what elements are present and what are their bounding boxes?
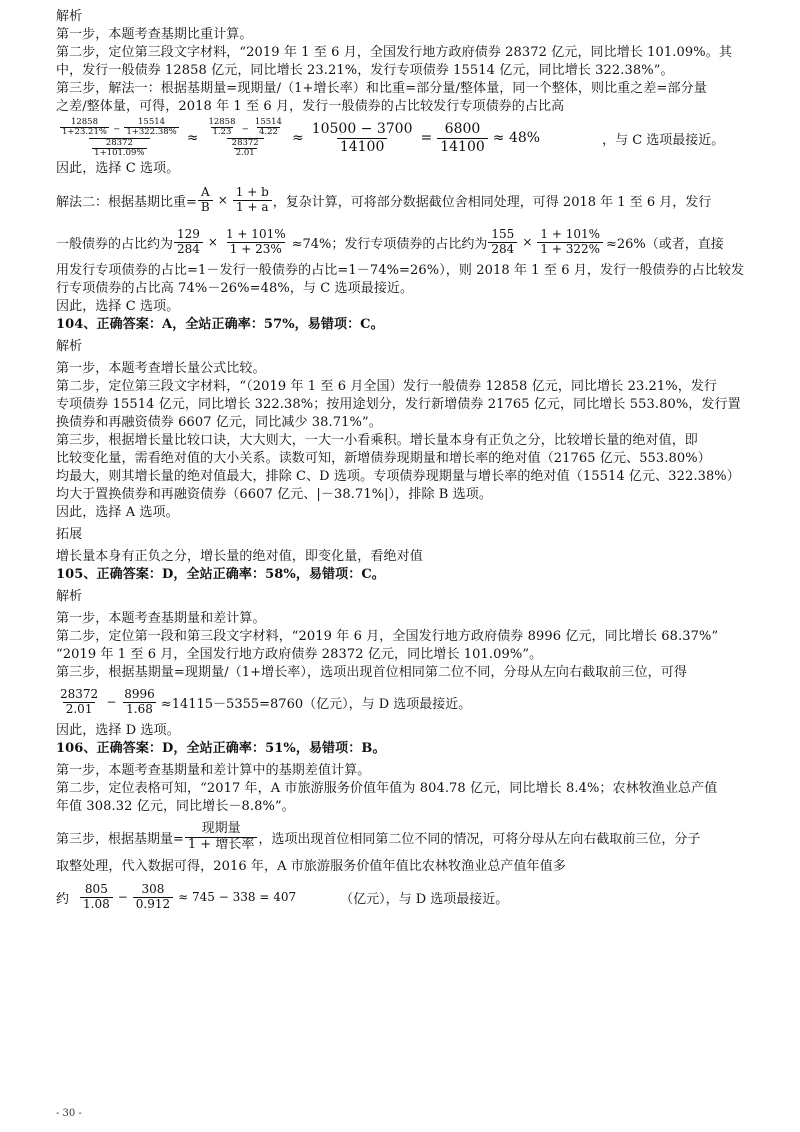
formula-row-1 (56, 116, 746, 160)
approx-word: 约 (56, 891, 70, 907)
step-2-line-2: 年值 308.32 亿元，同比增长－8.8%”。 (56, 799, 295, 814)
fraction-129-284 (174, 228, 203, 257)
fraction-growth-1 (223, 228, 289, 257)
method-2-line-2 (56, 222, 746, 262)
minus-sign: − (113, 124, 121, 135)
method-2-lead: 解法二：根据基期比重= (56, 194, 197, 210)
fraction-denominator: 1.08 (80, 897, 113, 912)
formula-tail-text: （亿元），与 D 选项最接近。 (340, 891, 509, 907)
fraction-numerator: 12858 (70, 116, 98, 127)
answer-heading-104: 104、正确答案：A，全站正确率：57%，易错项：C。 (56, 317, 384, 332)
fraction-numerator: 12858 (208, 116, 236, 127)
fraction-b-a (233, 186, 272, 215)
section-heading: 解析 (56, 339, 83, 354)
step-2-line-2: 中，发行一般债券 12858 亿元，同比增长 23.21%，发行专项债券 15514 亿元，同比增长 322.38%”。 (56, 63, 674, 78)
fraction-denominator: 284 (174, 242, 203, 257)
fraction-numerator: 现期量 (201, 820, 241, 836)
fraction-denominator: 1 + 322% (537, 242, 603, 257)
method-2-line-4: 行专项债券的占比高 74%－26%=48%，与 C 选项最接近。 (56, 281, 414, 296)
fraction-denominator: 1+322.38% (126, 127, 177, 138)
step-3-formula-line (56, 816, 746, 858)
fraction-denominator: 1 + 23% (227, 242, 285, 257)
fraction-numerator: 28372 (60, 686, 99, 701)
formula-result: ≈14115－5355=8760（亿元），与 D 选项最接近。 (160, 696, 472, 712)
equals-sign: = (420, 130, 433, 146)
fraction-3 (309, 121, 416, 154)
fraction-805 (80, 883, 113, 912)
fraction-numerator: A (200, 184, 210, 199)
fraction-denominator: 1+23.21% (62, 127, 107, 138)
step-3-lead: 第三步，根据基期量= (56, 831, 184, 847)
fraction-denominator: B (198, 200, 213, 215)
fraction-denominator: 1 + a (233, 200, 271, 215)
fraction-4 (437, 121, 488, 154)
formula-result: ≈ 745 − 338 = 407 (178, 890, 297, 904)
step-3-line-1: 第三步，解法一：根据基期量=现期量/（1+增长率）和比重=部分量/整体量，同一个整体，则比重之差=部分量 (56, 81, 707, 96)
document-page (56, 8, 746, 918)
fraction-numerator: 1 + 101% (540, 226, 600, 241)
step-2-line-1: 第二步，定位第一段和第三段文字材料，“2019 年 6 月，全国发行地方政府债券 8996 亿元，同比增长 68.37%” (56, 629, 719, 644)
fraction-denominator: 1+101.09% (94, 147, 145, 158)
step-2-line-3: 换债券和再融资债券 6607 亿元，同比减少 38.71%”。 (56, 415, 382, 430)
fraction-numerator: 308 (141, 881, 165, 896)
compound-fraction-2 (203, 118, 287, 158)
fraction-308 (133, 883, 173, 912)
fraction-numerator: 10500 − 3700 (311, 121, 413, 138)
fraction-numerator: 28372 (105, 137, 133, 148)
fraction-denominator: 1.23 (212, 127, 232, 138)
times-sign: × (217, 193, 228, 207)
step-1: 第一步，本题考查基期量和差计算中的基期差值计算。 (56, 763, 371, 778)
extension-heading: 拓展 (56, 527, 83, 542)
conclusion: 因此，选择 A 选项。 (56, 505, 179, 520)
step-2-line-1: 第二步，定位表格可知，“2017 年，A 市旅游服务价值年值为 804.78 亿元，同比增长 8.4%；农林牧渔业总产值 (56, 781, 718, 796)
times-sign: × (207, 235, 218, 249)
conclusion-2: 因此，选择 C 选项。 (56, 299, 180, 314)
fraction-denominator: 1.68 (123, 702, 156, 717)
fraction-denominator: 4.22 (258, 127, 278, 138)
conclusion: 因此，选择 D 选项。 (56, 723, 180, 738)
answer-heading-106: 106、正确答案：D，全站正确率：51%，易错项：B。 (56, 741, 386, 756)
method-2-text: ≈74%；发行专项债券的占比约为 (291, 236, 488, 252)
compound-fraction-1 (57, 118, 182, 158)
approx-sign: ≈ (291, 130, 304, 146)
step-1: 第一步，本题考查基期量和差计算。 (56, 611, 266, 626)
fraction-base-period (185, 822, 257, 853)
fraction-28372 (57, 688, 101, 717)
step-3-line-2: 之差/整体量，可得，2018 年 1 至 6 月，发行一般债券的占比较发行专项债券的占比高 (56, 99, 565, 114)
minus-sign: − (117, 890, 128, 904)
fraction-numerator: 129 (177, 226, 200, 241)
formula-row-106 (56, 876, 746, 918)
method-2-text: ≈26%（或者，直接 (606, 236, 724, 252)
fraction-numerator: 8996 (124, 686, 155, 701)
method-2-line-1 (56, 178, 746, 222)
fraction-denominator: 2.01 (63, 702, 96, 717)
minus-sign: − (241, 124, 249, 135)
step-2-line-2: “2019 年 1 至 6 月，全国发行地方政府债券 28372 亿元，同比增长 101.09%”。 (56, 647, 543, 662)
fraction-a-b (198, 186, 213, 215)
approx-sign: ≈ (186, 130, 199, 146)
section-heading: 解析 (56, 9, 83, 24)
method-2-text: ，复杂计算，可将部分数据截位舍相同处理，可得 2018 年 1 至 6 月，发行 (272, 194, 712, 210)
fraction-denominator: 14100 (337, 138, 388, 155)
fraction-numerator: 6800 (444, 121, 481, 138)
step-3-line-4: 均大于置换债券和再融资债券（6607 亿元、|－38.71%|），排除 B 选项。 (56, 487, 492, 502)
fraction-155-284 (488, 228, 517, 257)
fraction-numerator: 155 (491, 226, 515, 241)
step-3-text: ，选项出现首位相同第二位不同的情况，可将分母从左向右截取前三位，分子 (258, 831, 701, 847)
fraction-numerator: 1 + b (235, 184, 269, 199)
times-sign: × (522, 235, 533, 249)
fraction-numerator: 15514 (254, 116, 282, 127)
fraction-denominator: 14100 (437, 138, 488, 155)
answer-heading-105: 105、正确答案：D，全站正确率：58%，易错项：C。 (56, 567, 385, 582)
step-2-line-2: 专项债券 15514 亿元，同比增长 322.38%；按用途划分，发行新增债券 21765 亿元，同比增长 553.80%，发行置 (56, 397, 741, 412)
fraction-denominator: 0.912 (133, 897, 173, 912)
fraction-numerator: 805 (84, 881, 108, 896)
formula-tail-text: ，与 C 选项最接近。 (602, 132, 725, 148)
fraction-numerator: 1 + 101% (225, 226, 286, 241)
step-3-line-1: 第三步，根据增长量比较口诀，大大则大，一大一小看乘积。增长量本身有正负之分，比较增长量的绝对值，即 (56, 433, 698, 448)
step-3-line-2: 取整处理，代入数据可得，2016 年，A 市旅游服务价值年值比农林牧渔业总产值年值多 (56, 859, 566, 874)
formula-result: ≈ 48% (492, 130, 541, 146)
method-2-text: 一般债券的占比约为 (56, 236, 174, 252)
method-2-line-3: 用发行专项债券的占比=1－发行一般债券的占比=1－74%=26%），则 2018 年 1 至 6 月，发行一般债券的占比较发 (56, 263, 745, 278)
step-3-line-2: 比较变化量，需看绝对值的大小关系。读数可知，新增债券现期量和增长率的绝对值（21765 亿元、553.80%） (56, 451, 711, 466)
extension-text: 增长量本身有正负之分，增长量的绝对值，即变化量，看绝对值 (56, 549, 423, 564)
fraction-growth-2 (537, 228, 603, 257)
step-3-line-3: 均最大，则其增长量的绝对值最大，排除 C、D 选项。专项债券现期量与增长率的绝对值（15514 亿元、322.38%） (56, 469, 740, 484)
section-heading: 解析 (56, 589, 83, 604)
minus-sign: − (106, 695, 117, 709)
fraction-numerator: 28372 (231, 137, 259, 148)
fraction-denominator: 284 (488, 242, 517, 257)
fraction-denominator: 1 + 增长率 (185, 837, 257, 853)
step-3: 第三步，根据基期量=现期量/（1+增长率），选项出现首位相同第二位不同，分母从左向右截取前三位，可得 (56, 665, 687, 680)
fraction-8996 (121, 688, 158, 717)
fraction-denominator: 2.01 (235, 147, 255, 158)
page-number: - 30 - (56, 1108, 82, 1119)
step-2-line-1: 第二步，定位第三段文字材料，“2019 年 1 至 6 月，全国发行地方政府债券 28372 亿元，同比增长 101.09%。其 (56, 45, 732, 60)
fraction-numerator: 15514 (138, 116, 166, 127)
step-1: 第一步，本题考查增长量公式比较。 (56, 361, 266, 376)
conclusion-1: 因此，选择 C 选项。 (56, 161, 180, 176)
step-2-line-1: 第二步，定位第三段文字材料，“（2019 年 1 至 6 月全国）发行一般债券 12858 亿元，同比增长 23.21%，发行 (56, 379, 718, 394)
formula-row-105 (56, 682, 746, 722)
step-1: 第一步，本题考查基期比重计算。 (56, 27, 253, 42)
